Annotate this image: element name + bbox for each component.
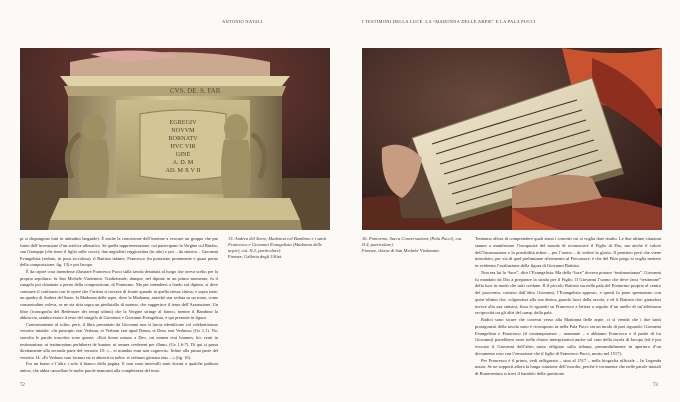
paragraph: Per Francesco è il primo, vedi raffigurato – sino al 1517 – nella biografia ufficiale – In Legenda maior. Se ne sopporti allora la lunga citazione dell’esordio, perché è veramente che nelle parole iniziali di Bonaventura si trovi il bandolo della questione. [475,357,661,376]
plate-line: NOVVM [171,127,195,134]
page-number-right: 73 [653,383,658,388]
pedestal-painting [20,48,330,230]
figure-pedestal-harpies [20,48,330,230]
plate-line: GINE [175,151,191,158]
plate-line: HVC VIR [170,143,196,150]
running-header-left: ANTONIO NATALI [222,19,263,24]
caption-title: 16. Pontormo, Sacra Conversazione (Pala Pucci), cat. II.4, particolare). [362,236,463,247]
body-text-right [475,236,661,378]
paragraph: Fra un brano e l’altro i solo il bianco della pagina. E non sono intervalli muti dovuti a qualche pulitura antica, che abbia cancellato le molte parole mancanti alla completezza del testo. [20,361,218,373]
caption-figure-15 [228,236,328,260]
plate-line: A. D. M [172,159,194,166]
plate-line: BORNATV [168,135,198,142]
paragraph: Tentiamo allora di comprendere quali siano i concetti cui si voglia dare risalto. Le due ultime citazioni stanno a manifestare l’incapacità del mondo di riconoscere il Figlio di Dio, ma anche il valore dell’Incarnazione e la possibilità infine – per l’uomo – di vedere la gloria. Il pensiero però che viene introdotto, per via di quel preliminare riferimento al Precursore, è che del Pitto prego si voglia mettere in evidenza l’esaltazione della figura di Giovanni Battista. [475,236,661,268]
paragraph: Radici sono sicure che correrai verso alla Madonna delle arpie, ci sì vienda che i due santi protagonisti della tavola sarto è ricomposto in nella Pala Pucci sia un modo di pari riguardo: Giovanni Evangelista e Francesco (il contemporaneo – nonnante – e abbiamo Francesco e il padre di lui Giovanni) potrebbero esser nella chiave interpretativa anche sul caso della tavola di Iacopo (ed è poi evocato il Giovanni dell’altro santo effigiato sulla tribuna, presumibilmente in apertura d’un documento reso con l’emozione che il figlio di Francesco Pucci, morto nel 1517). [475,317,661,356]
caption-location: Firenze, chiesa di San Michele Visdomini. [362,248,440,253]
body-text-left [20,236,218,374]
plate-line: AD. M X V II [165,167,201,174]
figure-open-book [362,48,662,230]
caption-figure-16 [362,236,470,254]
running-header-right: I TESTIMONI DELLA LUCE. LA “MADONNA DELLE ARPIE” E LA PALA PUCCI [362,19,536,24]
caption-title: 15. Andrea del Sarto, Madonna col Bambino e i santi Francesco e Giovanni Evangelista (Madonna delle arpie), cat. II.2, particolare). [228,236,327,253]
caption-location: Firenze, Galleria degli Uffizi. [228,254,283,259]
plate-line: EGREGIV [169,119,197,126]
page-number-left: 72 [20,383,25,388]
book-painting [362,48,662,230]
paragraph: Contrariamente al solito, però, il libro presentato da Giovanni non si lascia identificare col celebratissimo versetto iniziale: «In principio erat Verbum, et Verbum erat apud Deum, et Deus erat Verbum» (Gv 1,1). No, stavolta le parole trascritte sono queste: «Fuit homo missus a Deo, cui nomen erat Ioannes; hic venit in testimonium, ut testimonium perhiberet de lumine, ut omnes crederent per illum» (Gv 1,6-7). Di qui si passa direttamente alla seconda parte del versetto 10: «... et mundus eum non cognovit». Infine alla prima parte del versetto 14: «Et Verbum caro factum est et abitavit in nobis: et vidimus gloriam eius ...» (fig. 16). [20,321,218,360]
paragraph: pi si dispongono tutti in attitudini languide). È anche la concezione dell’insieme a evocare un gruppo che par frutto dell’invenzione d’un artefice allenatico. Se quella rappresentazione, cui partecipano la Vergine col Bimbo, san Giuseppe (che tiene il figlio sulle cosce), due angioletti reggicortina (in alto) e poi – da sinistra – Giovanni Evangelista (seduto, in posa sicvolosa), il Battista infante, Francesco (in posizione prominente e quasi perno della composizione: fig. 13) e poi Iacopo. [20,236,218,268]
paragraph: È da capire cosa intendesse illustrare Francesco Pucci sulla tavola destinata al luogo che aveva scelto per la propria sepoltura: fu San Michele Visdomini. Tradizionale, dunque, nel dipinto in un primo momento, fu il vangelo poi chiamato a perno della composizione, di Pontormo. Ma per intendersi a fondo sul dipinto, si deve contrarre il confronto con le opere che l’artista si trovava di fronte quando in quella stessa chiesa; e sopra tutte, un quadro di Andrea del Sarto: la Madonna delle arpie, dove la Madonna, anziché star seduta su un trono, come consuetudine voleva, se ne sta ritta sopra un piedistallo di marmo, che suggerisce il tema dell’Assunzione. Un libro (iconografia del Redentore dei tempi ultimi) che la Vergine stringe al fianco, mentre il Bambino la abbraccia, sembra essere il testo del vangelo di Giovanni; e Giovanni Evangelista, è qui presente in figura. [20,268,218,321]
pedestal-top-inscription: CVS. DE. S. FAR [170,87,221,95]
paragraph: Non era lui la “luce”, dice l’Evangelista. Ma della “luce” doveva portare “testimonianza”. Giovanni fu mandato da Dio a preparare la strada per il Figlio. Il Giovanni l’uomo che deve farsi “testimone” della luce in modo che tutti credano. Il il piccolo Battista sta nella pala del Pontormo proprio al centro del proscenio, conteso dall’altro Giovanni, l’Evangelista apposto, e questi lo pone spensierato con quest’ultimo che, volgendosi alla sua destra, guarda fuori della tavola, e ed il Battista che, girandosi invece alla sua sinistra, fissa lo sguardo su Francesco a lettera a seguito d’un anello di un’affettuosa reciprocità tra gli altri del camp. della pala. [475,269,661,316]
